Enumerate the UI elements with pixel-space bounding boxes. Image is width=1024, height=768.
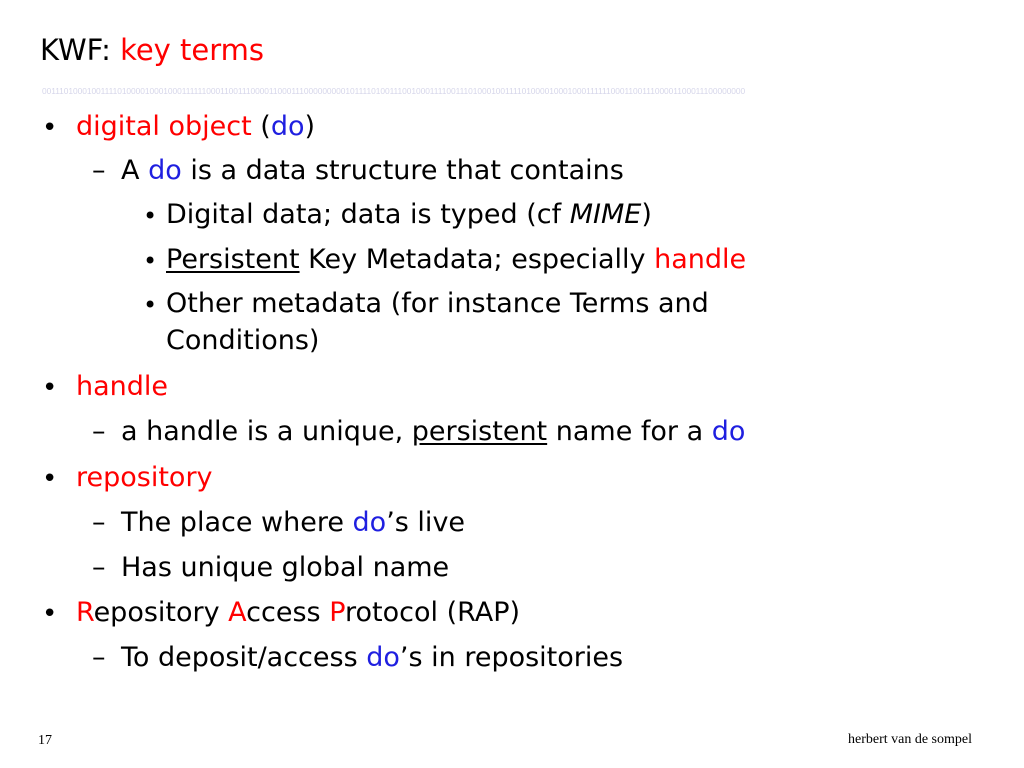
abbrev-do: do	[148, 155, 182, 186]
bullet-marker: •	[42, 464, 58, 494]
dot-marker: •	[143, 202, 158, 230]
term-digital-object	[76, 109, 315, 145]
acronym-letter-p: P	[329, 597, 346, 628]
dash-marker: –	[92, 155, 106, 186]
text-fragment: The place where	[121, 507, 353, 538]
term-rap	[76, 595, 520, 631]
sub-item-handle-definition	[121, 414, 745, 450]
abbrev-do: do	[366, 642, 400, 673]
bullet-marker: •	[42, 113, 58, 143]
acronym-letter-a: A	[228, 597, 247, 628]
sub-sub-item-other-metadata-line2: Conditions)	[166, 325, 320, 356]
bullet-marker: •	[42, 599, 58, 629]
text-fragment: Digital data; data is typed (cf	[166, 199, 570, 230]
persistent-underlined: Persistent	[166, 244, 300, 275]
sub-sub-item-digital-data	[166, 197, 652, 233]
dot-marker: •	[143, 247, 158, 275]
term-handle: handle	[76, 371, 169, 402]
text-fragment: name for a	[547, 416, 712, 447]
dot-marker: •	[143, 291, 158, 319]
text-fragment: A	[121, 155, 149, 186]
text-fragment: Key Metadata; especially	[299, 244, 655, 275]
term-repository: repository	[76, 462, 213, 493]
dash-marker: –	[92, 552, 106, 583]
handle-highlight: handle	[654, 244, 747, 275]
sub-item-do-definition	[121, 153, 624, 189]
slide-title	[40, 30, 264, 70]
dash-marker: –	[92, 507, 106, 538]
bullet-marker: •	[42, 373, 58, 403]
text-fragment: ccess	[246, 597, 330, 628]
mime-italic: MIME	[569, 199, 642, 230]
paren-open: (	[251, 111, 271, 142]
dash-marker: –	[92, 642, 106, 673]
text-fragment: )	[641, 199, 652, 230]
text-fragment: To deposit/access	[121, 642, 367, 673]
binary-decoration-strip: 00111010001001111010000100010001111110001100111000011000111000000000101111010011100100011110011101000100111101000010001000111111000110011100001100011100000000	[42, 86, 746, 96]
text-fragment: is a data structure that contains	[181, 155, 624, 186]
paren-close: )	[304, 111, 316, 142]
page-number: 17	[38, 733, 52, 748]
text-fragment: epository	[93, 597, 229, 628]
dash-marker: –	[92, 416, 106, 447]
sub-item-repository-place	[121, 505, 465, 541]
abbrev-do: do	[352, 507, 387, 538]
sub-item-rap-purpose	[121, 640, 623, 676]
sub-item-repository-name: Has unique global name	[121, 552, 450, 583]
text-fragment: ’s live	[386, 507, 466, 538]
title-highlight: key terms	[120, 33, 265, 67]
term-label: digital object	[76, 111, 252, 142]
title-prefix: KWF:	[40, 33, 121, 67]
author-credit: herbert van de sompel	[847, 732, 972, 747]
text-fragment: ’s in repositories	[399, 642, 624, 673]
text-fragment: rotocol (RAP)	[345, 597, 521, 628]
abbrev-do: do	[270, 111, 305, 142]
text-fragment: a handle is a unique,	[121, 416, 412, 447]
acronym-letter-r: R	[76, 597, 94, 628]
persistent-underlined: persistent	[411, 416, 548, 447]
sub-sub-item-persistent-metadata	[166, 242, 746, 278]
abbrev-do: do	[711, 416, 746, 447]
sub-sub-item-other-metadata-line1: Other metadata (for instance Terms and	[166, 288, 709, 319]
